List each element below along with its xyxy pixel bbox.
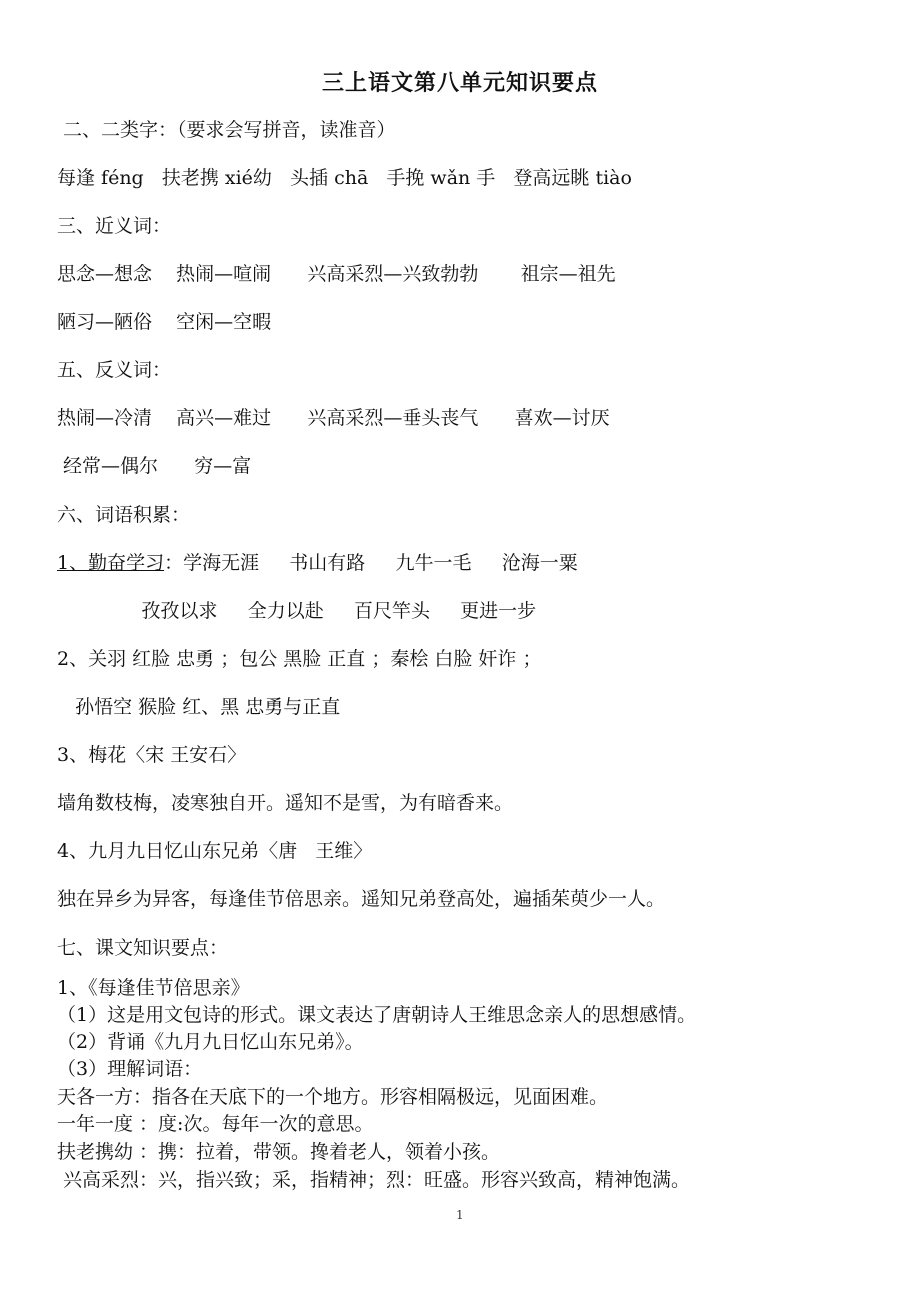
idioms-row-1: [57, 551, 578, 575]
idioms-category-label: 1、勤奋学习: [57, 552, 165, 574]
section-6-heading: 六、词语积累：: [57, 504, 191, 526]
poem-2-title: 4、九月九日忆山东兄弟〈唐 王维〉: [57, 840, 373, 862]
antonyms-row-1: 热闹—冷清 高兴—难过 兴高采烈—垂头丧气 喜欢—讨厌: [57, 407, 610, 429]
lesson-point-1: （1）这是用文包诗的形式。课文表达了唐朝诗人王维思念亲人的思想感情。: [57, 1004, 697, 1026]
page-number: 1: [456, 1208, 464, 1222]
term-definition: 扶老携幼 ：携：拉着，带领。搀着老人，领着小孩。: [57, 1141, 501, 1163]
antonyms-row-2: 经常—偶尔 穷—富: [57, 455, 252, 477]
poem-1-text: 墙角数枝梅，凌寒独自开。遥知不是雪，为有暗香来。: [57, 792, 514, 814]
idioms-list: ：学海无涯 书山有路 九牛一毛 沧海一粟: [164, 552, 578, 574]
idioms-row-2: 孜孜以求 全力以赴 百尺竿头 更进一步: [57, 600, 537, 622]
section-2-items: 每逢 féng 扶老携 xié幼 头插 chā 手挽 wǎn 手 登高远眺 tiào: [57, 167, 632, 189]
section-7-heading: 七、课文知识要点：: [57, 937, 229, 959]
poem-1-title: 3、梅花〈宋 王安石〉: [57, 744, 247, 766]
section-2-heading: 二、二类字：（要求会写拼音，读准音）: [57, 119, 396, 141]
page-title: 三上语文第八单元知识要点: [321, 70, 598, 96]
term-definition: 一年一度 ：度:次。每年一次的意思。: [57, 1113, 374, 1135]
section-3-heading: 三、近义词：: [57, 215, 172, 237]
section-5-heading: 五、反义词：: [57, 359, 172, 381]
term-definition: 兴高采烈：兴，指兴致；采，指精神；烈：旺盛。形容兴致高，精神饱满。: [57, 1169, 691, 1191]
opera-masks-row-2: 孙悟空 猴脸 红、黑 忠勇与正直: [57, 696, 341, 718]
opera-masks-row-1: 2、关羽 红脸 忠勇 ；包公 黑脸 正直 ；秦桧 白脸 奸诈 ；: [57, 648, 542, 670]
synonyms-row-2: 陋习—陋俗 空闲—空暇: [57, 311, 272, 333]
poem-2-text: 独在异乡为异客，每逢佳节倍思亲。遥知兄弟登高处，遍插茱萸少一人。: [57, 888, 666, 910]
synonyms-row-1: 思念—想念 热闹—喧闹 兴高采烈—兴致勃勃 祖宗—祖先: [57, 263, 616, 285]
lesson-point-3: （3）理解词语：: [57, 1058, 203, 1080]
lesson-title: 1、《每逢佳节倍思亲》: [57, 977, 250, 999]
lesson-point-2: （2）背诵《九月九日忆山东兄弟》。: [57, 1031, 364, 1053]
term-definition: 天各一方：指各在天底下的一个地方。形容相隔极远，见面困难。: [57, 1086, 609, 1108]
